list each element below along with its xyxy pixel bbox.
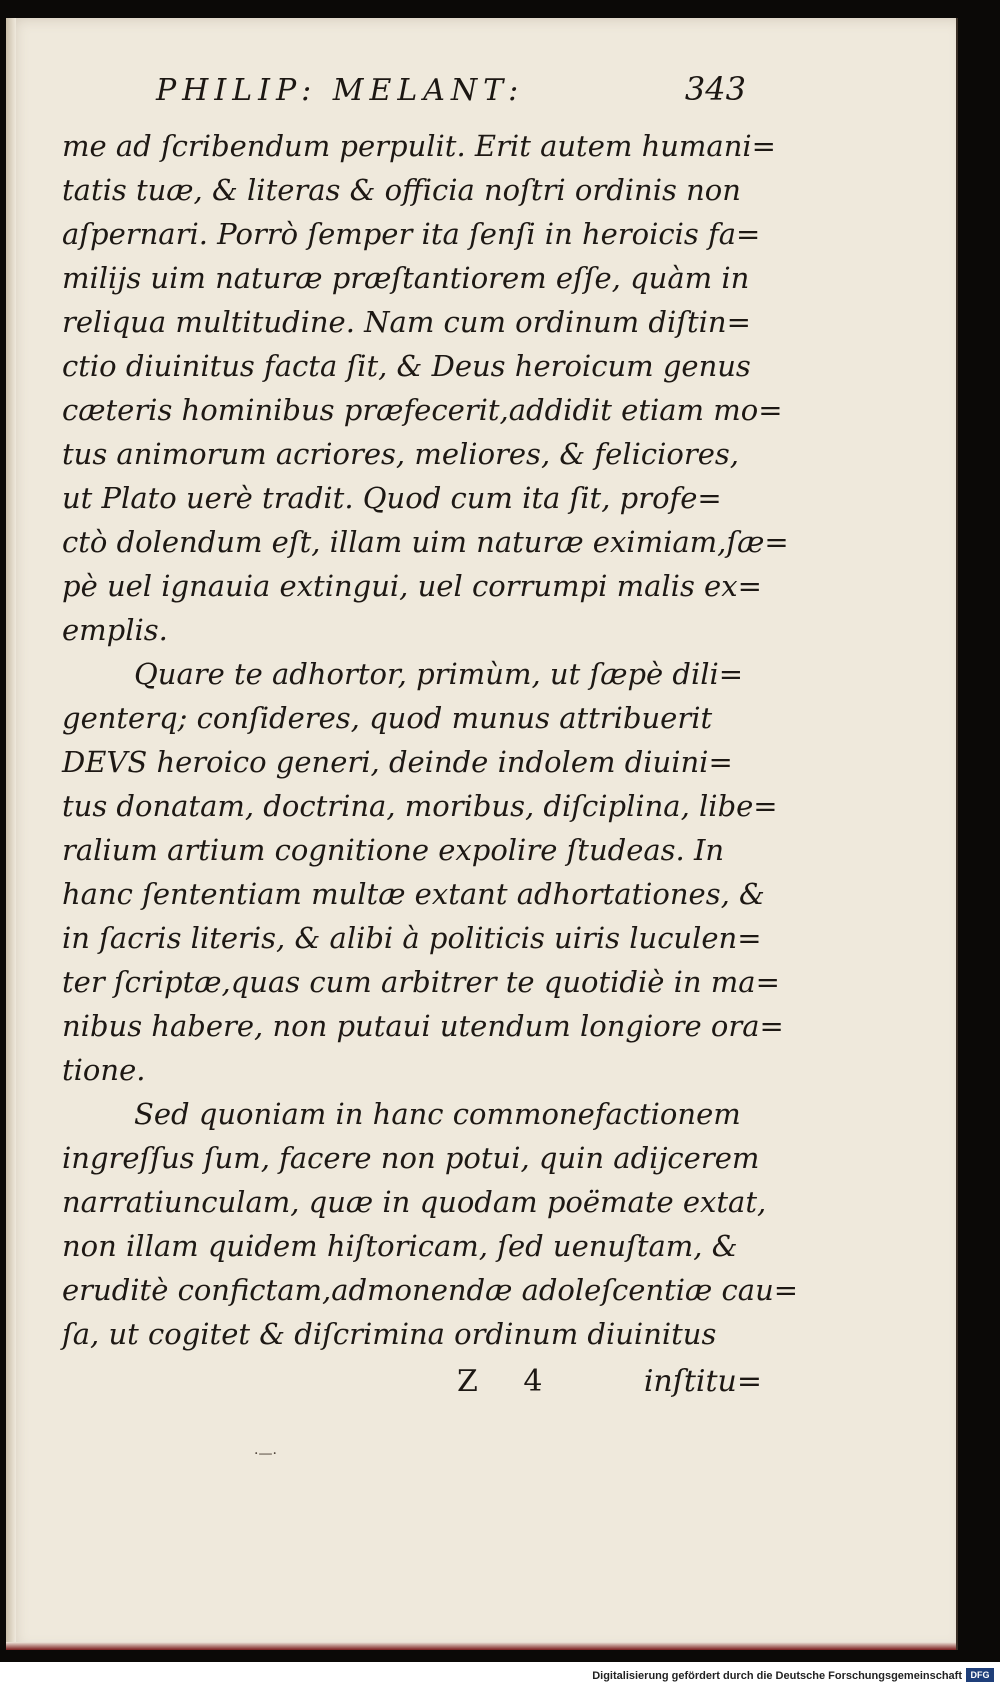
- running-head-title: PHILIP: MELANT:: [156, 73, 525, 108]
- text-line: tus animorum acriores, meliores, & feliciores,: [62, 437, 739, 471]
- text-line: aſpernari. Porrò ſemper ita ſenſi in heroicis fa=: [62, 217, 761, 251]
- ink-smudge: ·—·: [254, 1446, 277, 1462]
- text-line: ralium artium cognitione expolire ſtudeas. In: [62, 833, 725, 867]
- text-line: ctio diuinitus facta ſit, & Deus heroicum genus: [62, 349, 751, 383]
- text-line: non illam quidem hiſtoricam, ſed uenuſtam, &: [62, 1229, 738, 1263]
- text-line: ut Plato uerè tradit. Quod cum ita ſit, profe=: [62, 481, 722, 515]
- signature-mark: Z 4: [457, 1364, 561, 1399]
- text-line: ingreſſus ſum, facere non potui, quin adijcerem: [62, 1141, 760, 1175]
- text-line: nibus habere, non putaui utendum longiore ora=: [62, 1009, 784, 1043]
- funding-credit: Digitalisierung gefördert durch die Deutsche Forschungsgemeinschaft: [592, 1670, 962, 1682]
- text-line: Quare te adhortor, primùm, ut ſæpè dili=: [134, 657, 744, 691]
- text-line: DEVS heroico generi, deinde indolem diuini=: [62, 745, 733, 779]
- text-line: in ſacris literis, & alibi à politicis uiris luculen=: [62, 921, 762, 955]
- text-line: Sed quoniam in hanc commonefactionem: [134, 1097, 741, 1131]
- catchword: inſtitu=: [643, 1364, 762, 1399]
- page-gutter-shadow: [6, 18, 16, 1650]
- text-line: tus donatam, doctrina, moribus, diſciplina, libe=: [62, 789, 778, 823]
- text-line: hanc ſententiam multæ extant adhortationes, &: [62, 877, 765, 911]
- digitization-footer: [0, 1662, 1000, 1692]
- text-line: eruditè confictam,admonendæ adoleſcentiæ cau=: [62, 1273, 799, 1307]
- text-line: pè uel ignauia extingui, uel corrumpi malis ex=: [62, 569, 762, 603]
- text-line: ſa, ut cogitet & diſcrimina ordinum diuinitus: [62, 1317, 717, 1351]
- text-line: emplis.: [62, 613, 168, 647]
- text-line: tione.: [62, 1053, 146, 1087]
- text-line: me ad ſcribendum perpulit. Erit autem humani=: [62, 129, 776, 163]
- text-line: milijs uim naturæ præſtantiorem eſſe, quàm in: [62, 261, 750, 295]
- text-line: cæteris hominibus præfecerit,addidit etiam mo=: [62, 393, 783, 427]
- page-number: 343: [684, 70, 746, 108]
- book-page: [6, 18, 958, 1650]
- text-line: reliqua multitudine. Nam cum ordinum diſtin=: [62, 305, 751, 339]
- text-line: narratiunculam, quæ in quodam poëmate extat,: [62, 1185, 767, 1219]
- text-line: ctò dolendum eſt, illam uim naturæ eximiam,ſæ=: [62, 525, 789, 559]
- text-line: tatis tuæ, & literas & officia noſtri ordinis non: [62, 173, 741, 207]
- dfg-logo: DFG: [966, 1668, 994, 1682]
- running-head: [156, 70, 746, 108]
- body-text: [62, 124, 799, 1356]
- page-bottom-edge: [6, 1642, 956, 1650]
- text-line: genterq; conſideres, quod munus attribuerit: [62, 701, 713, 735]
- text-line: ter ſcriptæ,quas cum arbitrer te quotidiè in ma=: [62, 965, 780, 999]
